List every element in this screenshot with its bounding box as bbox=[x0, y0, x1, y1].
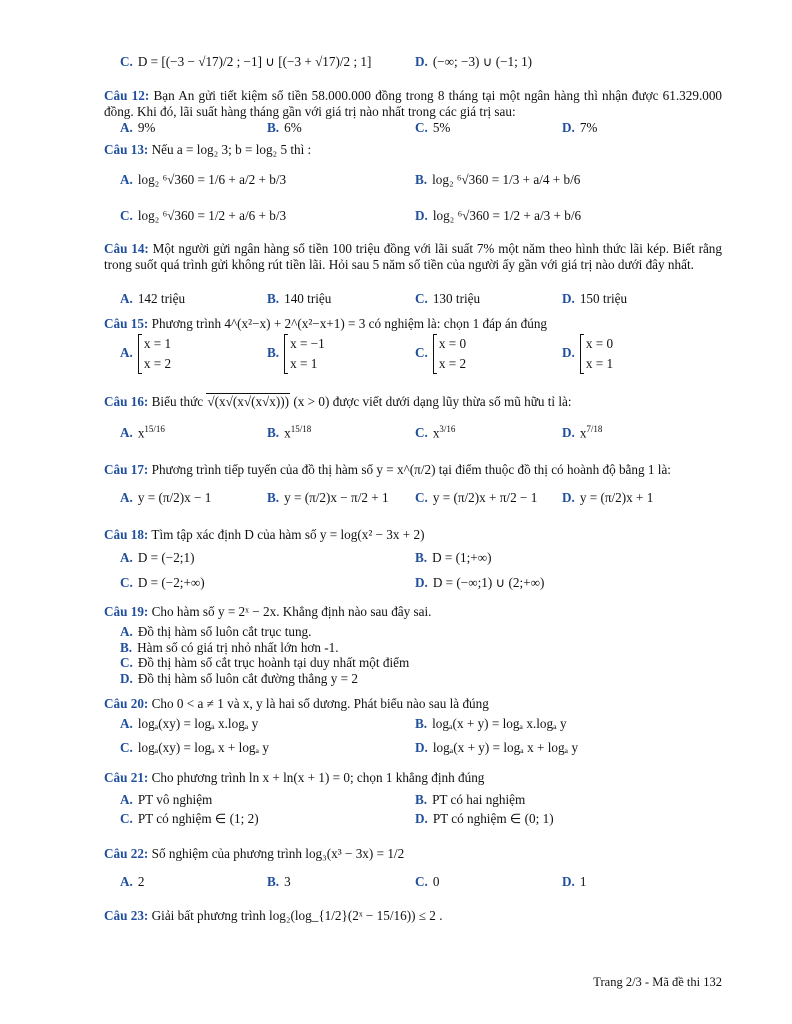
option-text: PT vô nghiệm bbox=[137, 792, 213, 807]
option-text: Đồ thị hàm số luôn cắt trục tung. bbox=[137, 624, 312, 639]
inequality: log₂(log_{1/2}(2ˣ − 15/16)) ≤ 2 . bbox=[269, 908, 443, 923]
power-base: x bbox=[137, 425, 145, 441]
option-label: B. bbox=[267, 425, 280, 441]
q19-option-c[interactable] bbox=[120, 655, 720, 671]
option-label: C. bbox=[120, 575, 133, 590]
system-top: x = −1 bbox=[290, 336, 325, 351]
option-label: D. bbox=[562, 490, 575, 505]
option-label: C. bbox=[415, 490, 428, 505]
q22-option-d[interactable] bbox=[562, 874, 586, 890]
q16-option-b[interactable] bbox=[267, 424, 311, 441]
function: y = log(x² − 3x + 2) bbox=[319, 527, 425, 542]
option-text: D = [(−3 − √17)/2 ; −1] ∪ [(−3 + √17)/2 ; 1] bbox=[137, 54, 372, 69]
option-text: Đồ thị hàm số cắt trục hoành tại duy nhất một điểm bbox=[137, 655, 410, 670]
question-text: Nếu a = log₂ 3; b = log₂ 5 thì : bbox=[151, 142, 312, 157]
q13-option-c[interactable] bbox=[120, 208, 286, 224]
option-text: (−∞; −3) ∪ (−1; 1) bbox=[432, 54, 533, 69]
option-text: 142 triệu bbox=[137, 291, 186, 306]
question-22 bbox=[104, 846, 722, 862]
q13-option-d[interactable] bbox=[415, 208, 581, 224]
option-label: B. bbox=[267, 490, 280, 505]
option-label: A. bbox=[120, 345, 133, 361]
q19-option-b[interactable] bbox=[120, 640, 720, 656]
option-text: PT có hai nghiệm bbox=[432, 792, 526, 807]
q11-options-cd bbox=[104, 48, 722, 78]
system-bottom: x = 1 bbox=[585, 356, 614, 371]
question-text: Cho phương trình ln x + ln(x + 1) = 0; chọn 1 khẳng định đúng bbox=[151, 770, 485, 785]
question-number: Câu 14: bbox=[104, 241, 149, 256]
q18-option-a[interactable] bbox=[120, 550, 194, 566]
option-label: C. bbox=[120, 740, 133, 755]
q17-option-c[interactable] bbox=[415, 490, 537, 506]
q14-option-c[interactable] bbox=[415, 291, 480, 307]
option-label: A. bbox=[120, 550, 133, 565]
question-19 bbox=[104, 604, 722, 620]
condition: (x > 0) bbox=[293, 394, 330, 409]
q20-option-c[interactable] bbox=[120, 740, 269, 756]
solution-system bbox=[138, 334, 171, 374]
q11-option-d[interactable] bbox=[415, 54, 532, 70]
question-18 bbox=[104, 527, 722, 543]
question-number: Câu 18: bbox=[104, 527, 149, 542]
q17-option-a[interactable] bbox=[120, 490, 211, 506]
q22-option-c[interactable] bbox=[415, 874, 439, 890]
question-text: Một người gửi ngân hàng số tiền 100 triệu đồng với lãi suất 7% một năm theo hình thức lãi kép. Biết rằng trong suốt quá trình gửi không rút tiền lãi. Hỏi sau 5 năm số tiền của người ấy gần với giá trị nào dưới đây nhất. bbox=[104, 241, 722, 272]
question-text-pre: Biểu thức bbox=[151, 394, 204, 409]
option-text: D = (−2;+∞) bbox=[137, 575, 205, 590]
option-label: B. bbox=[415, 716, 428, 731]
q14-options bbox=[104, 291, 722, 311]
option-label: D. bbox=[415, 54, 428, 69]
power-exponent: 3/16 bbox=[439, 424, 456, 434]
option-label: C. bbox=[415, 425, 428, 441]
option-label: D. bbox=[415, 575, 428, 590]
q16-option-d[interactable] bbox=[562, 424, 602, 441]
option-text: logₐ(x + y) = logₐ x.logₐ y bbox=[432, 716, 567, 731]
option-label: B. bbox=[120, 639, 133, 655]
option-text: 5% bbox=[432, 120, 451, 135]
option-label: A. bbox=[120, 792, 133, 807]
q22-option-a[interactable] bbox=[120, 874, 144, 890]
q13-options-ab bbox=[104, 172, 722, 192]
q15-options bbox=[104, 334, 722, 376]
system-top: x = 1 bbox=[143, 336, 172, 351]
system-top: x = 0 bbox=[585, 336, 614, 351]
option-text: 9% bbox=[137, 120, 156, 135]
q15-option-a[interactable] bbox=[120, 334, 171, 374]
option-label: B. bbox=[415, 792, 428, 807]
option-text: log₂ ⁶√360 = 1/3 + a/4 + b/6 bbox=[432, 172, 581, 187]
option-label: A. bbox=[120, 874, 133, 889]
option-label: B. bbox=[267, 120, 280, 135]
q20-options-cd bbox=[104, 740, 722, 760]
option-label: A. bbox=[120, 425, 133, 441]
system-bottom: x = 2 bbox=[438, 356, 467, 371]
q14-option-b[interactable] bbox=[267, 291, 331, 307]
radical-expression: √(x√(x√(x√x))) bbox=[207, 394, 290, 409]
question-number: Câu 15: bbox=[104, 316, 149, 331]
option-label: B. bbox=[267, 291, 280, 306]
option-label: C. bbox=[120, 811, 133, 826]
question-number: Câu 22: bbox=[104, 846, 149, 861]
question-text-pre: Cho hàm số bbox=[151, 604, 215, 619]
power-base: x bbox=[284, 425, 291, 441]
question-text-post: được viết dưới dạng lũy thừa số mũ hữu tỉ là: bbox=[332, 394, 572, 409]
question-12 bbox=[104, 88, 722, 119]
question-text-pre: Phương trình bbox=[151, 316, 222, 331]
option-label: D. bbox=[415, 811, 428, 826]
option-label: C. bbox=[415, 345, 428, 361]
option-text: Đồ thị hàm số luôn cắt đường thẳng y = 2 bbox=[137, 670, 358, 686]
q17-options bbox=[104, 490, 722, 510]
question-23 bbox=[104, 908, 722, 924]
option-label: B. bbox=[267, 345, 280, 361]
option-label: D. bbox=[562, 291, 575, 306]
q22-options bbox=[104, 874, 722, 894]
option-text: 7% bbox=[579, 120, 598, 135]
q21-option-a[interactable] bbox=[120, 792, 212, 808]
question-15 bbox=[104, 316, 722, 332]
question-text-post: tại điểm thuộc đồ thị có hoành độ bằng 1 là: bbox=[438, 462, 671, 477]
q17-option-d[interactable] bbox=[562, 490, 653, 506]
question-17 bbox=[104, 462, 722, 478]
option-text: 130 triệu bbox=[432, 291, 481, 306]
q20-option-b[interactable] bbox=[415, 716, 567, 732]
option-label: C. bbox=[415, 291, 428, 306]
q18-option-d[interactable] bbox=[415, 575, 544, 591]
option-label: D. bbox=[562, 874, 575, 889]
power-base: x bbox=[432, 425, 440, 441]
q15-option-c[interactable] bbox=[415, 334, 466, 374]
q16-option-a[interactable] bbox=[120, 424, 165, 441]
option-text: logₐ(xy) = logₐ x.logₐ y bbox=[137, 716, 259, 731]
question-text: Cho 0 < a ≠ 1 và x, y là hai số dương. Phát biểu nào sau là đúng bbox=[151, 696, 489, 711]
q13-option-a[interactable] bbox=[120, 172, 286, 188]
option-label: A. bbox=[120, 291, 133, 306]
power-base: x bbox=[579, 425, 587, 441]
q20-option-a[interactable] bbox=[120, 716, 258, 732]
question-20 bbox=[104, 696, 722, 712]
option-label: A. bbox=[120, 716, 133, 731]
q22-option-b[interactable] bbox=[267, 874, 291, 890]
option-text: logₐ(x + y) = logₐ x + logₐ y bbox=[432, 740, 579, 755]
option-text: y = (π/2)x − π/2 + 1 bbox=[284, 490, 389, 505]
function: y = x^(π/2) bbox=[376, 462, 436, 477]
option-text: 140 triệu bbox=[284, 291, 332, 306]
option-text: 3 bbox=[284, 874, 291, 889]
option-label: C. bbox=[415, 120, 428, 135]
q21-option-c[interactable] bbox=[120, 811, 259, 827]
option-text: PT có nghiệm ∈ (1; 2) bbox=[137, 811, 259, 826]
solution-system bbox=[284, 334, 325, 374]
q20-option-d[interactable] bbox=[415, 740, 578, 756]
q19-option-a[interactable] bbox=[120, 624, 720, 640]
q18-option-b[interactable] bbox=[415, 550, 492, 566]
q15-option-d[interactable] bbox=[562, 334, 613, 374]
question-text-post: . Khẳng định nào sau đây sai. bbox=[276, 604, 432, 619]
q15-option-b[interactable] bbox=[267, 334, 325, 374]
option-label: A. bbox=[120, 490, 133, 505]
question-number: Câu 20: bbox=[104, 696, 149, 711]
q19-options bbox=[120, 624, 720, 686]
question-text: Bạn An gửi tiết kiệm số tiền 58.000.000 đồng trong 8 tháng tại một ngân hàng thì nhận được 61.329.000 đồng. Khi đó, lãi suất hàng tháng gần với giá trị nào nhất trong các giá trị sau: bbox=[104, 88, 723, 119]
option-label: C. bbox=[120, 54, 133, 69]
q19-option-d[interactable] bbox=[120, 671, 720, 687]
option-label: D. bbox=[562, 345, 575, 361]
option-label: B. bbox=[267, 874, 280, 889]
question-text: Tìm tập xác định D của hàm số bbox=[151, 527, 317, 542]
option-label: A. bbox=[120, 172, 133, 187]
q21-options-ab bbox=[104, 792, 722, 812]
option-text: 150 triệu bbox=[579, 291, 628, 306]
question-number: Câu 19: bbox=[104, 604, 149, 619]
option-text: 2 bbox=[137, 874, 145, 889]
q17-option-b[interactable] bbox=[267, 490, 389, 506]
q18-options-cd bbox=[104, 575, 722, 595]
option-label: D. bbox=[562, 120, 575, 135]
question-number: Câu 12: bbox=[104, 88, 150, 103]
system-bottom: x = 1 bbox=[290, 356, 318, 371]
question-text-pre: Giải bất phương trình bbox=[151, 908, 266, 923]
q13-option-b[interactable] bbox=[415, 172, 580, 188]
question-number: Câu 13: bbox=[104, 142, 149, 157]
function: y = 2ˣ − 2x bbox=[217, 604, 277, 619]
q12-option-c[interactable] bbox=[415, 120, 450, 136]
question-number: Câu 16: bbox=[104, 394, 149, 409]
q20-options-ab bbox=[104, 716, 722, 736]
system-bottom: x = 2 bbox=[143, 356, 172, 371]
option-label: C. bbox=[120, 208, 133, 223]
question-16 bbox=[104, 394, 722, 410]
q13-options-cd bbox=[104, 208, 722, 228]
power-exponent: 15/18 bbox=[290, 424, 312, 434]
option-text: 1 bbox=[579, 874, 587, 889]
power-exponent: 7/18 bbox=[586, 424, 603, 434]
option-text: log₂ ⁶√360 = 1/6 + a/2 + b/3 bbox=[137, 172, 287, 187]
q12-options bbox=[104, 120, 722, 140]
option-text: y = (π/2)x + π/2 − 1 bbox=[432, 490, 538, 505]
question-21 bbox=[104, 770, 722, 786]
option-text: PT có nghiệm ∈ (0; 1) bbox=[432, 811, 554, 826]
q21-option-d[interactable] bbox=[415, 811, 554, 827]
option-text: 0 bbox=[432, 874, 440, 889]
q16-options bbox=[104, 424, 722, 446]
q21-option-b[interactable] bbox=[415, 792, 525, 808]
q18-option-c[interactable] bbox=[120, 575, 205, 591]
option-text: y = (π/2)x − 1 bbox=[137, 490, 212, 505]
option-label: A. bbox=[120, 624, 133, 639]
solution-system bbox=[580, 334, 613, 374]
solution-system bbox=[433, 334, 466, 374]
q12-option-d[interactable] bbox=[562, 120, 597, 136]
question-number: Câu 23: bbox=[104, 908, 149, 923]
option-label: B. bbox=[415, 550, 428, 565]
q11-option-c[interactable] bbox=[120, 54, 371, 70]
option-text: log₂ ⁶√360 = 1/2 + a/6 + b/3 bbox=[137, 208, 287, 223]
option-text: Hàm số có giá trị nhỏ nhất lớn hơn -1. bbox=[137, 639, 339, 655]
q21-options-cd bbox=[104, 811, 722, 831]
page-footer: Trang 2/3 - Mã đề thi 132 bbox=[593, 975, 722, 989]
option-text: logₐ(xy) = logₐ x + logₐ y bbox=[137, 740, 270, 755]
power-exponent: 15/16 bbox=[144, 424, 165, 434]
equation: log₃(x³ − 3x) = 1/2 bbox=[305, 846, 405, 861]
q16-option-c[interactable] bbox=[415, 424, 455, 441]
option-label: D. bbox=[562, 425, 575, 441]
option-text: D = (−∞;1) ∪ (2;+∞) bbox=[432, 575, 545, 590]
option-text: 6% bbox=[284, 120, 302, 135]
question-14 bbox=[104, 241, 722, 272]
question-text-post: có nghiệm là: chọn 1 đáp án đúng bbox=[368, 316, 548, 331]
question-text-pre: Phương trình tiếp tuyến của đồ thị hàm số bbox=[151, 462, 374, 477]
option-label: D. bbox=[415, 740, 428, 755]
question-number: Câu 17: bbox=[104, 462, 149, 477]
question-text-pre: Số nghiệm của phương trình bbox=[151, 846, 302, 861]
option-text: D = (−2;1) bbox=[137, 550, 195, 565]
option-text: log₂ ⁶√360 = 1/2 + a/3 + b/6 bbox=[432, 208, 582, 223]
q12-option-b[interactable] bbox=[267, 120, 302, 136]
option-label: A. bbox=[120, 120, 133, 135]
option-label: D. bbox=[120, 670, 133, 686]
q14-option-d[interactable] bbox=[562, 291, 627, 307]
question-13 bbox=[104, 142, 722, 158]
option-text: y = (π/2)x + 1 bbox=[579, 490, 654, 505]
system-top: x = 0 bbox=[438, 336, 467, 351]
question-number: Câu 21: bbox=[104, 770, 149, 785]
q14-option-a[interactable] bbox=[120, 291, 185, 307]
equation: 4^(x²−x) + 2^(x²−x+1) = 3 bbox=[224, 316, 366, 331]
option-label: C. bbox=[120, 655, 133, 670]
option-label: C. bbox=[415, 874, 428, 889]
option-text: D = (1;+∞) bbox=[432, 550, 492, 565]
q12-option-a[interactable] bbox=[120, 120, 155, 136]
option-label: D. bbox=[415, 208, 428, 223]
option-label: B. bbox=[415, 172, 428, 187]
q18-options-ab bbox=[104, 550, 722, 570]
